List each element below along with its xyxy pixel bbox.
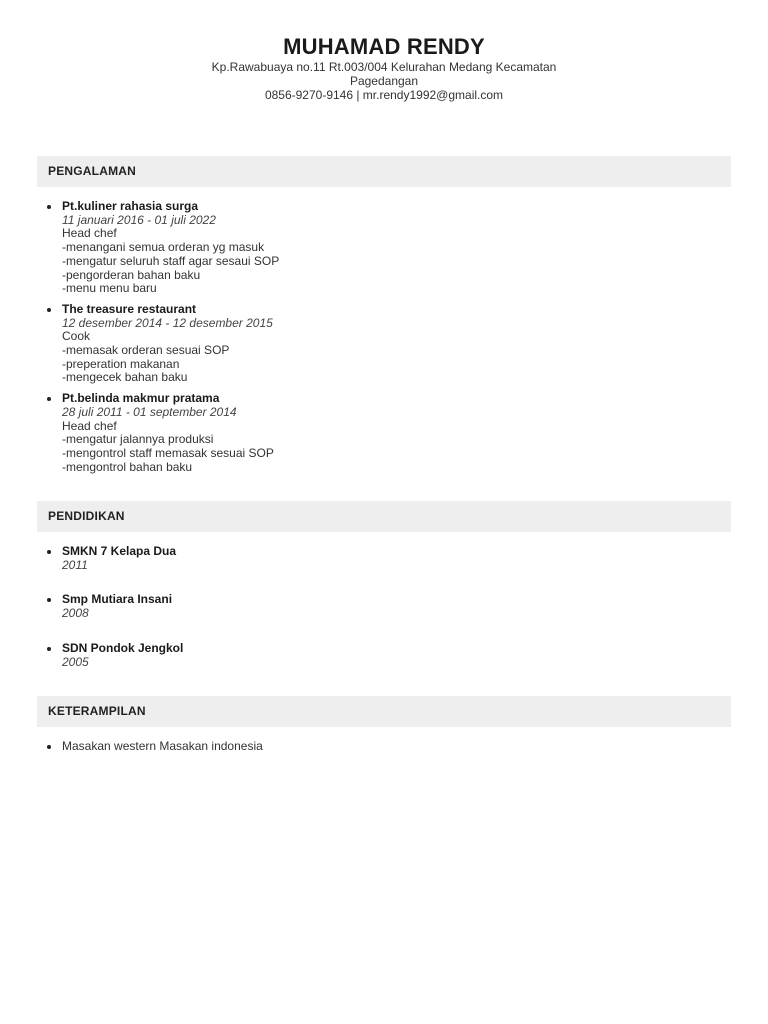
bullet-icon — [47, 598, 51, 602]
job-duty: -menu menu baru — [62, 281, 157, 296]
job-duty: -memasak orderan sesuai SOP — [62, 343, 230, 358]
employment-dates: 11 januari 2016 - 01 juli 2022 — [62, 212, 216, 227]
company-name: Pt.kuliner rahasia surga — [62, 199, 199, 213]
list-item — [37, 545, 731, 572]
skills-section — [37, 696, 731, 754]
job-duty: -menangani semua orderan yg masuk — [62, 240, 265, 255]
company-name: The treasure restaurant — [62, 301, 197, 316]
experience-section — [37, 156, 731, 481]
resume-header — [0, 34, 768, 102]
education-list — [37, 545, 731, 669]
job-duty: -mengontrol bahan baku — [62, 459, 193, 474]
bullet-icon — [47, 205, 51, 209]
school-name: SMKN 7 Kelapa Dua — [62, 544, 177, 558]
job-duty: -mengatur jalannya produksi — [62, 432, 214, 447]
job-duty: -preperation makanan — [62, 356, 180, 371]
bullet-icon — [47, 550, 51, 554]
address-line-1: Kp.Rawabuaya no.11 Rt.003/004 Kelurahan Medang Kecamatan — [211, 60, 557, 74]
graduation-year: 2011 — [62, 557, 88, 572]
job-duty: -mengontrol staff memasak sesuai SOP — [62, 445, 274, 460]
candidate-name: MUHAMAD RENDY — [283, 34, 485, 59]
list-item — [37, 642, 731, 669]
job-role: Head chef — [62, 226, 117, 241]
bullet-icon — [47, 745, 51, 749]
skills-list — [37, 740, 731, 754]
experience-list — [37, 200, 731, 474]
employment-dates: 12 desember 2014 - 12 desember 2015 — [62, 315, 273, 330]
education-section — [37, 501, 731, 690]
contact-info: 0856-9270-9146 | mr.rendy1992@gmail.com — [264, 88, 504, 102]
job-duty: -mengecek bahan baku — [62, 370, 188, 385]
job-duty: -mengatur seluruh staff agar sesaui SOP — [62, 253, 280, 268]
bullet-icon — [47, 308, 51, 312]
job-role: Cook — [62, 329, 91, 344]
graduation-year: 2005 — [62, 654, 89, 669]
employment-dates: 28 juli 2011 - 01 september 2014 — [62, 404, 237, 419]
list-item — [37, 392, 731, 474]
address-line-2: Pagedangan — [349, 74, 419, 88]
list-item — [37, 303, 731, 385]
school-name: SDN Pondok Jengkol — [62, 640, 184, 655]
skills-heading: KETERAMPILAN — [37, 696, 731, 727]
job-role: Head chef — [62, 418, 117, 433]
list-item — [37, 200, 731, 296]
list-item — [37, 593, 731, 620]
skill-text: Masakan western Masakan indonesia — [62, 739, 263, 753]
graduation-year: 2008 — [62, 606, 89, 621]
school-name: Smp Mutiara Insani — [62, 592, 173, 607]
bullet-icon — [47, 397, 51, 401]
bullet-icon — [47, 647, 51, 651]
education-heading: PENDIDIKAN — [37, 501, 731, 532]
experience-heading: PENGALAMAN — [37, 156, 731, 187]
job-duty: -pengorderan bahan baku — [62, 267, 201, 282]
company-name: Pt.belinda makmur pratama — [62, 391, 220, 406]
list-item — [37, 740, 731, 754]
